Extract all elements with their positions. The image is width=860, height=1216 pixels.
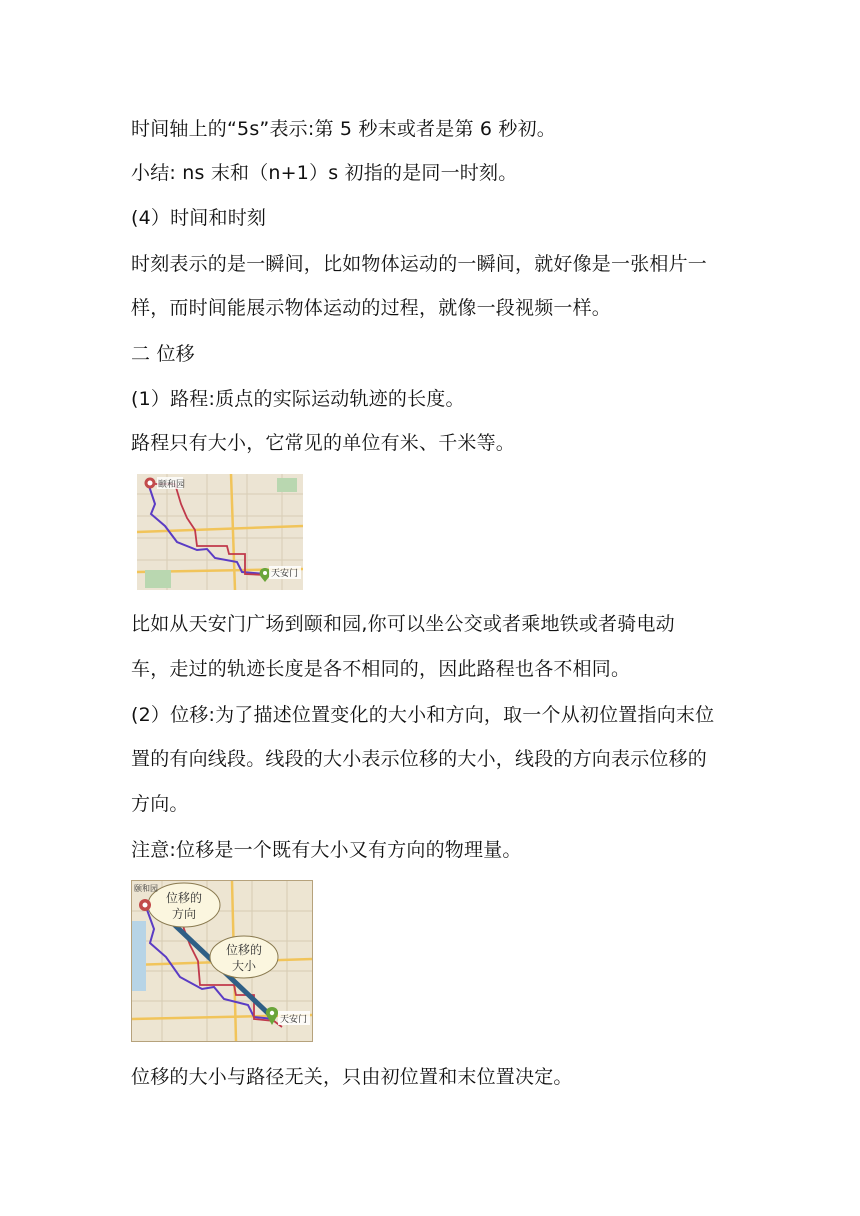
text-line-1: 时间轴上的“5s”表示:第 5 秒末或者是第 6 秒初。 [131, 118, 557, 140]
text-line-10: 车，走过的轨迹长度是各不相同的，因此路程也各不相同。 [131, 658, 631, 680]
text-line-11: (2）位移:为了描述位置变化的大小和方向，取一个从初位置指向末位 [131, 704, 715, 726]
displacement-map-figure [131, 880, 313, 1042]
magnitude-label-line2: 大小 [231, 959, 257, 973]
text-line-5: 样，而时间能展示物体运动的过程，就像一段视频一样。 [131, 297, 612, 319]
displacement-map-start-label: 颐和园 [134, 884, 158, 893]
route-map-svg [137, 474, 303, 590]
displacement-map-end-label: 天安门 [280, 1015, 308, 1025]
text-line-13: 方向。 [131, 793, 189, 815]
text-line-4: 时刻表示的是一瞬间，比如物体运动的一瞬间，就好像是一张相片一 [131, 253, 708, 275]
route-map-start-label: 颐和园 [158, 480, 186, 490]
displacement-map-svg [132, 881, 312, 1041]
text-line-15: 位移的大小与路径无关，只由初位置和末位置决定。 [131, 1066, 573, 1088]
text-line-7: (1）路程:质点的实际运动轨迹的长度。 [131, 388, 465, 410]
magnitude-label-line1: 位移的 [225, 943, 263, 957]
text-line-2: 小结: ns 末和（n+1）s 初指的是同一时刻。 [131, 162, 518, 184]
text-line-8: 路程只有大小，它常见的单位有米、千米等。 [131, 432, 516, 454]
section-heading-displacement: 二 位移 [131, 343, 195, 365]
route-map-figure [137, 474, 303, 590]
section-heading-time-and-moment: (4）时间和时刻 [131, 207, 267, 229]
route-map-end-label: 天安门 [271, 569, 299, 579]
text-line-12: 置的有向线段。线段的大小表示位移的大小，线段的方向表示位移的 [131, 748, 708, 770]
text-line-14: 注意:位移是一个既有大小又有方向的物理量。 [131, 839, 522, 861]
direction-label-line2: 方向 [171, 907, 197, 921]
direction-label-line1: 位移的 [165, 891, 203, 905]
text-line-9: 比如从天安门广场到颐和园,你可以坐公交或者乘地铁或者骑电动 [131, 613, 675, 635]
